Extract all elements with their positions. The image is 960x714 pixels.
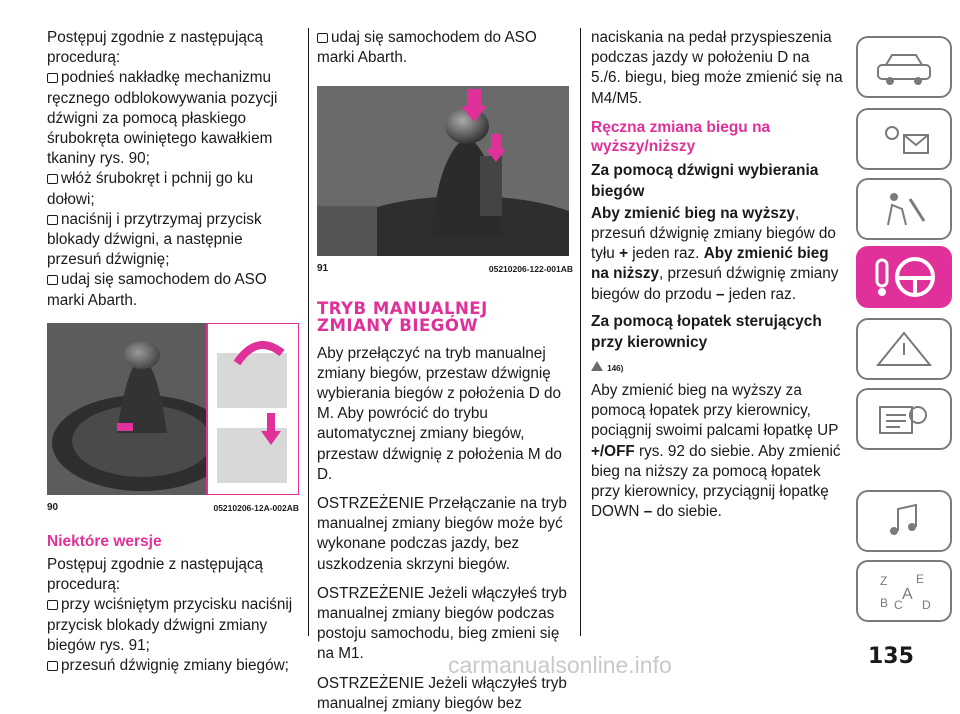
maintenance-icon <box>872 399 936 439</box>
column-2 <box>317 28 573 714</box>
intro-text: Postępuj zgodnie z następującą procedurą: <box>47 556 264 594</box>
bold-text: Aby zmienić bieg na wyższy <box>591 204 796 222</box>
side-tab-car[interactable] <box>856 36 952 98</box>
subheading: Za pomocą dźwigni wybierania biegów <box>591 161 819 200</box>
warning-ref-number: 146) <box>607 363 624 373</box>
section-title-line: TRYB MANUALNEJ <box>317 298 488 318</box>
column-3 <box>591 28 843 522</box>
text: jeden raz. <box>724 285 796 303</box>
list-item <box>47 210 299 271</box>
warning-reference <box>591 357 843 379</box>
text: rys. 92 do siebie. Aby zmienić bieg na niższy za pomocą łopatek przy kierownicy, przyciągnij łopatkę DOWN <box>591 442 841 521</box>
bullet-icon <box>317 33 328 43</box>
list-item-text: podnieś nakładkę mechanizmu ręcznego odblokowywania pozycji dźwigni za pomocą płaskiego śrubokręta owiniętego kawałkiem tkaniny rys. 90; <box>47 69 278 168</box>
svg-text:D: D <box>922 598 931 612</box>
car-icon <box>872 47 936 87</box>
text: do siebie. <box>652 503 722 521</box>
column-divider <box>308 28 309 636</box>
minus-symbol: – <box>643 503 653 521</box>
watermark-text: carmanualsonline.info <box>448 652 672 678</box>
figure-code: 05210206-12A-002AB <box>213 502 299 513</box>
index-icon <box>872 569 936 613</box>
svg-text:C: C <box>894 598 903 612</box>
bullet-icon <box>47 275 58 285</box>
list-item-text: przesuń dźwignię zmiany biegów; <box>61 657 289 675</box>
paragraph: OSTRZEŻENIE Przełączanie na tryb manualnej zmiany biegów może być wykonane podczas jazdy, bez uszkodzenia skrzyni biegów. <box>317 495 567 573</box>
bold-text: Aby zmienić bieg na niższy <box>591 245 829 283</box>
figure-number: 90 <box>47 501 59 513</box>
figure-90-caption <box>47 498 299 518</box>
paragraph: OSTRZEŻENIE Jeżeli włączyłeś tryb manualnej zmiany biegów bez <box>317 674 567 712</box>
text: , przesuń dźwignię zmiany biegów do przodu <box>591 265 839 303</box>
paragraph <box>591 204 843 305</box>
figure-90-image <box>47 323 299 495</box>
paragraph: naciskania na pedał przyspieszenia podczas jazdy w położeniu D na 5./6. biegu, bieg może zmienić się na M4/M5. <box>591 29 843 107</box>
list-item-text: włóż śrubokręt i pchnij go ku dołowi; <box>47 170 254 208</box>
list-item-text: przy wciśniętym przycisku naciśnij przycisk blokady dźwigni zmiany biegów rys. 91; <box>47 596 293 654</box>
bullet-icon <box>47 600 58 610</box>
bullet-icon <box>47 215 58 225</box>
warning-triangle-icon <box>591 361 603 371</box>
bullet-icon <box>47 73 58 83</box>
text: jeden raz. <box>628 245 704 263</box>
side-tab-index[interactable] <box>856 560 952 622</box>
list-item <box>47 270 299 310</box>
bullet-icon <box>47 661 58 671</box>
list-item-text: udaj się samochodem do ASO marki Abarth. <box>47 271 267 309</box>
side-tab-starting-driving[interactable] <box>856 246 952 308</box>
svg-text:Z: Z <box>880 574 888 588</box>
warning-lights-icon <box>872 119 936 159</box>
figure-91-image <box>317 86 569 256</box>
paragraph: Aby przełączyć na tryb manualnej zmiany biegów, przestaw dźwignię wybierania biegów z położenia D do M. Aby powrócić do trybu automatycznej zmiany biegów, przestaw dźwignię z położenia M do D. <box>317 344 562 483</box>
list-item <box>317 28 573 68</box>
side-tab-multimedia[interactable] <box>856 490 952 552</box>
list-item <box>47 169 299 209</box>
paragraph <box>591 381 843 522</box>
side-tab-safety[interactable] <box>856 178 952 240</box>
list-item <box>47 595 299 656</box>
gear-lever-illustration <box>317 86 569 256</box>
subheading: Za pomocą łopatek sterujących przy kierownicy <box>591 312 822 351</box>
svg-text:E: E <box>916 572 925 586</box>
bullet-icon <box>47 174 58 184</box>
up-symbol: +/OFF <box>591 442 635 460</box>
figure-number: 91 <box>317 263 329 275</box>
list-item <box>47 68 299 169</box>
column-1 <box>47 28 299 676</box>
list-item-text: udaj się samochodem do ASO marki Abarth. <box>317 29 537 67</box>
side-tab-warning-lights[interactable] <box>856 108 952 170</box>
list-item-text: naciśnij i przytrzymaj przycisk blokady dźwigni, a następnie przesuń dźwignię; <box>47 210 262 269</box>
seatbelt-airbag-icon <box>872 189 936 229</box>
text: Aby zmienić bieg na wyższy za pomocą łopatek przy kierownicy, pociągnij swoimi palcami łopatkę UP <box>591 382 839 440</box>
warning-triangle-icon <box>872 329 936 369</box>
steering-wheel-key-icon <box>869 254 939 300</box>
text: , przesuń dźwignię zmiany biegów do tyłu <box>591 204 836 263</box>
svg-text:A: A <box>902 586 913 603</box>
svg-text:B: B <box>880 596 889 610</box>
page-number: 135 <box>868 644 914 669</box>
intro-text: Postępuj zgodnie z następującą procedurą: <box>47 29 264 67</box>
figure-code: 05210206-122-001AB <box>488 264 573 275</box>
gear-shifter-illustration <box>47 323 299 495</box>
plus-symbol: + <box>619 245 628 263</box>
subheading: Niektóre wersje <box>47 533 162 551</box>
paragraph: OSTRZEŻENIE Jeżeli włączyłeś tryb manualnej zmiany biegów podczas postoju samochodu, bieg zmieni się na M1. <box>317 584 567 663</box>
subheading: Ręczna zmiana biegu na wyższy/niższy <box>591 118 771 155</box>
list-item <box>47 656 299 676</box>
minus-symbol: – <box>716 285 725 303</box>
column-divider <box>580 28 581 636</box>
multimedia-icon <box>872 501 936 541</box>
side-tab-maintenance[interactable] <box>856 388 952 450</box>
section-title-line: ZMIANY BIEGÓW <box>317 315 479 335</box>
side-tab-emergency[interactable] <box>856 318 952 380</box>
section-title <box>317 300 573 334</box>
figure-91-caption <box>317 259 573 279</box>
